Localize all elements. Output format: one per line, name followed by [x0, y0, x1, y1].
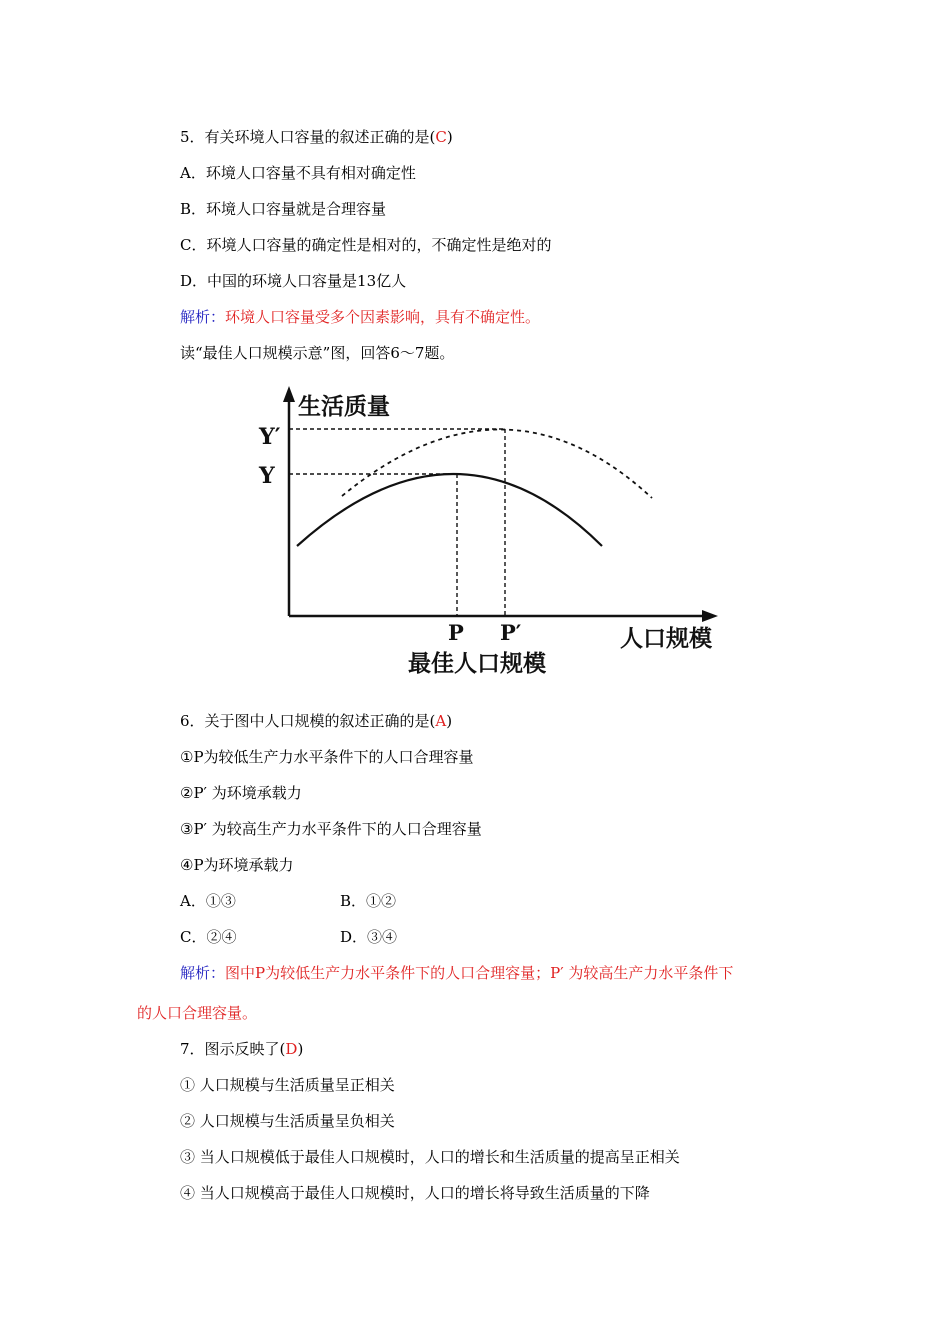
- q7-stem-close: ): [297, 1040, 304, 1058]
- q6-analysis-label: 解析：: [180, 964, 226, 982]
- q6-option-a: A．①③: [180, 892, 236, 910]
- q6-option-d: D．③④: [340, 928, 398, 946]
- q5-option-b: B．环境人口容量就是合理容量: [180, 200, 387, 218]
- q6-option-c: C．②④: [180, 928, 237, 946]
- figure-caption: 最佳人口规模: [408, 650, 546, 677]
- p-label: P: [448, 620, 464, 645]
- q6-statement-2: ②P′ 为环境承载力: [180, 784, 302, 802]
- y-prime-label: Y′: [259, 424, 281, 450]
- q5-stem-text: 5．有关环境人口容量的叙述正确的是(: [180, 128, 436, 146]
- q7-statement-4: ④ 当人口规模高于最佳人口规模时，人口的增长将导致生活质量的下降: [180, 1184, 650, 1202]
- y-label: Y: [259, 463, 275, 489]
- optimal-population-figure: [252, 378, 730, 680]
- q5-answer: C: [435, 128, 447, 146]
- y-axis-arrow: [283, 386, 295, 402]
- lower-productivity-curve: [297, 474, 602, 546]
- q5-option-d: D．中国的环境人口容量是13亿人: [180, 272, 407, 290]
- x-axis-title: 人口规模: [620, 625, 712, 652]
- q7-stem: [180, 1039, 303, 1059]
- q5-analysis: [180, 307, 540, 327]
- q5-analysis-text: 环境人口容量受多个因素影响，具有不确定性。: [225, 308, 541, 326]
- q7-statement-3: ③ 当人口规模低于最佳人口规模时，人口的增长和生活质量的提高呈正相关: [180, 1148, 680, 1166]
- q6-analysis-line1: 图中P为较低生产力水平条件下的人口合理容量；P′ 为较高生产力水平条件下: [225, 964, 734, 982]
- q6-statement-1: ①P为较低生产力水平条件下的人口合理容量: [180, 748, 474, 766]
- q5-option-c: C．环境人口容量的确定性是相对的，不确定性是绝对的: [180, 236, 552, 254]
- q6-answer: A: [435, 712, 447, 730]
- q7-answer: D: [285, 1040, 298, 1058]
- q6-stem: [180, 711, 452, 731]
- q6-analysis-line2: 的人口合理容量。: [137, 1004, 258, 1022]
- x-axis-arrow: [702, 610, 718, 622]
- q6-analysis: [180, 963, 733, 983]
- q6-statement-4: ④P为环境承载力: [180, 856, 294, 874]
- q5-option-a: A．环境人口容量不具有相对确定性: [180, 164, 416, 182]
- q7-statement-2: ② 人口规模与生活质量呈负相关: [180, 1112, 395, 1130]
- p-prime-label: P′: [500, 620, 522, 645]
- q6-statement-3: ③P′ 为较高生产力水平条件下的人口合理容量: [180, 820, 482, 838]
- q5-stem-close: ): [446, 128, 453, 146]
- q7-stem-text: 7．图示反映了(: [180, 1040, 286, 1058]
- q6-option-b: B．①②: [340, 892, 397, 910]
- q6-stem-close: ): [446, 712, 453, 730]
- q5-stem: [180, 127, 453, 147]
- figure-intro: 读“最佳人口规模示意”图，回答6～7题。: [180, 344, 455, 362]
- q7-statement-1: ① 人口规模与生活质量呈正相关: [180, 1076, 395, 1094]
- y-axis-title: 生活质量: [298, 393, 390, 420]
- q5-analysis-label: 解析：: [180, 308, 226, 326]
- q6-stem-text: 6．关于图中人口规模的叙述正确的是(: [180, 712, 436, 730]
